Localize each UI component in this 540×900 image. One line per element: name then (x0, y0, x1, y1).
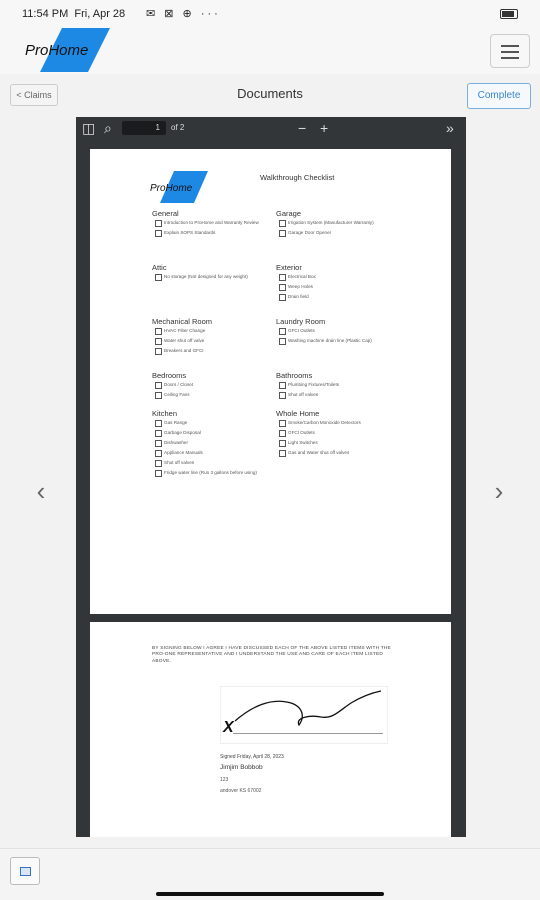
checklist-item (276, 338, 396, 346)
pdf-viewer[interactable] (76, 117, 466, 837)
checklist-section (276, 317, 396, 348)
checklist-item-label: Ceiling Fans (164, 392, 190, 397)
checklist-item-label: Introduction to ProHome and Warranty Review (164, 220, 259, 225)
page-count: of 2 (171, 123, 185, 132)
hamburger-menu-button[interactable] (490, 34, 530, 68)
checklist-item-label: Gas and Water shut off valves (288, 450, 350, 455)
checkbox[interactable] (279, 220, 286, 227)
checkbox[interactable] (155, 470, 162, 477)
checklist-item (276, 450, 396, 458)
checkbox[interactable] (155, 392, 162, 399)
checkbox[interactable] (279, 382, 286, 389)
checklist-item (152, 328, 272, 336)
checklist-item (152, 470, 272, 478)
section-heading: Kitchen (152, 409, 178, 418)
checklist-item-label: Light Switches (288, 440, 318, 445)
zoom-out-icon[interactable]: − (298, 120, 307, 136)
checkbox[interactable] (279, 420, 286, 427)
checklist-section (276, 409, 396, 460)
checklist-item (152, 420, 272, 428)
checkbox[interactable] (279, 328, 286, 335)
checklist-item-label: Shut off valves (164, 460, 195, 465)
sidebar-toggle-icon[interactable]: ◫ (82, 120, 96, 136)
checklist-item-label: Appliance Manuals (164, 450, 203, 455)
checklist-section (152, 263, 272, 284)
signature-scribble (221, 687, 389, 745)
checkbox[interactable] (279, 392, 286, 399)
checklist-section (276, 371, 396, 402)
more-tools-icon[interactable]: » (446, 120, 454, 136)
checklist-item (152, 338, 272, 346)
checklist-item-label: Smoke/Carbon Monoxide Detectors (288, 420, 361, 425)
checkbox[interactable] (279, 450, 286, 457)
checklist-item (152, 230, 272, 238)
subbar (0, 74, 540, 118)
section-heading: Attic (152, 263, 167, 272)
checklist-item (152, 220, 272, 228)
checkbox[interactable] (155, 328, 162, 335)
checklist-item-label: Gas Range (164, 420, 188, 425)
checkbox[interactable] (155, 274, 162, 281)
next-document-arrow-icon[interactable]: › (494, 476, 504, 506)
svg-text:ProHome: ProHome (150, 183, 193, 194)
checklist-item (276, 392, 396, 400)
section-heading: Bedrooms (152, 371, 187, 380)
open-document-button[interactable] (10, 857, 40, 885)
checklist-item (276, 382, 396, 390)
checklist-item-label: Explain SOPS Standards (164, 230, 216, 235)
checklist-item-label: GFCI Outlets (288, 328, 315, 333)
checkbox[interactable] (279, 430, 286, 437)
home-indicator (156, 892, 384, 896)
pdf-toolbar (76, 117, 466, 141)
checklist-title: Walkthrough Checklist (260, 173, 335, 182)
section-heading: Exterior (276, 263, 302, 272)
checkbox[interactable] (155, 420, 162, 427)
checklist-item-label: Electrical Box (288, 274, 316, 279)
checklist-item-label: Doors / Closet (164, 382, 194, 387)
checkbox[interactable] (155, 450, 162, 457)
checkbox[interactable] (155, 230, 162, 237)
checklist-item (152, 382, 272, 390)
checklist-item (152, 440, 272, 448)
zoom-in-icon[interactable]: + (320, 120, 329, 136)
checkbox[interactable] (155, 460, 162, 467)
svg-text:ProHome: ProHome (25, 42, 89, 59)
section-heading: General (152, 209, 179, 218)
signature-line (233, 733, 383, 734)
checkbox[interactable] (155, 348, 162, 355)
pdf-page-1 (90, 149, 451, 614)
checklist-item-label: Garbage Disposal (164, 430, 201, 435)
checklist-item-label: HVAC Filter Change (164, 328, 206, 333)
checkbox[interactable] (155, 338, 162, 345)
back-to-claims-button[interactable]: < Claims (10, 84, 58, 106)
app-header (0, 28, 540, 74)
checklist-item (152, 348, 272, 356)
section-heading: Whole Home (276, 409, 320, 418)
checklist-section (152, 409, 272, 480)
checklist-section (276, 209, 396, 240)
checklist-item (276, 284, 396, 292)
checklist-section (152, 317, 272, 358)
signature-box (220, 686, 388, 744)
checklist-item-label: Garage Door Opener (288, 230, 332, 235)
checklist-section (276, 263, 396, 304)
checklist-item (276, 220, 396, 228)
checklist-item-label: Water shut off valve (164, 338, 205, 343)
checklist-item-label: Shut off valves (288, 392, 319, 397)
section-heading: Laundry Room (276, 317, 326, 326)
checklist-item (276, 294, 396, 302)
checklist-item (276, 430, 396, 438)
checkbox[interactable] (155, 430, 162, 437)
checklist-item-label: Drain field (288, 294, 309, 299)
consent-text: BY SIGNING BELOW I AGREE I HAVE DISCUSSED EACH OF THE ABOVE LISTED ITEMS WITH THE PRO-ONE REPRESENTATIVE AND I UNDERSTAND THE USE AND CARE OF EACH ITEM LISTED ABOVE. (152, 646, 391, 664)
status-bar (0, 0, 540, 28)
checklist-item (152, 274, 272, 282)
checklist-item (276, 230, 396, 238)
checklist-item (152, 392, 272, 400)
checklist-item-label: Fridge water line (Run 3 gallons before using) (164, 470, 257, 475)
previous-document-arrow-icon[interactable]: ‹ (36, 476, 46, 506)
checklist-section (152, 371, 272, 402)
checklist-item-label: Irrigation System (Manufacturer Warranty) (288, 220, 374, 225)
checklist-item (276, 328, 396, 336)
section-heading: Garage (276, 209, 302, 218)
checkbox[interactable] (155, 440, 162, 447)
checkbox[interactable] (279, 230, 286, 237)
checkbox[interactable] (155, 382, 162, 389)
checklist-item-label: Weep Holes (288, 284, 313, 289)
section-heading: Bathrooms (276, 371, 313, 380)
section-heading: Mechanical Room (152, 317, 213, 326)
checklist-section (152, 209, 272, 240)
checklist-item-label: Plumbing Fixtures/Toilets (288, 382, 340, 387)
checklist-item-label: GFCI Outlets (288, 430, 315, 435)
checkbox[interactable] (279, 284, 286, 291)
complete-button[interactable]: Complete (467, 83, 531, 109)
document-icon (20, 867, 31, 876)
checklist-item (276, 420, 396, 428)
checklist-item-label: Breakers and GFCI (164, 348, 204, 353)
checklist-item-label: No storage (Not designed for any weight) (164, 274, 248, 279)
checklist-item (276, 274, 396, 282)
page-title: Documents (237, 86, 303, 101)
status-icons: ✉ ⊠ ⊕ ··· (146, 8, 221, 20)
checklist-item (152, 460, 272, 468)
signed-date: Signed Friday, April 28, 2023 (220, 754, 284, 760)
address-line-2: andover KS 67002 (220, 788, 262, 794)
page-number-input[interactable]: 1 (122, 121, 166, 135)
address-line-1: 123 (220, 777, 229, 783)
search-icon[interactable]: ⌕ (104, 120, 112, 136)
prohome-logo (22, 28, 114, 72)
checklist-item (276, 440, 396, 448)
checklist-item (152, 430, 272, 438)
checkbox[interactable] (279, 338, 286, 345)
checklist-item-label: Dishwasher (164, 440, 188, 445)
doc-prohome-logo (148, 171, 210, 203)
checkbox[interactable] (279, 440, 286, 447)
checklist-item (152, 450, 272, 458)
status-time: 11:54 PM Fri, Apr 28 (22, 8, 126, 20)
checkbox[interactable] (155, 220, 162, 227)
signer-name: Jimjim Bobbob (220, 764, 263, 771)
checkbox[interactable] (279, 294, 286, 301)
signature-x-mark: X (223, 719, 234, 736)
pdf-page-2 (90, 622, 451, 837)
checklist-item-label: Washing machine drain line (Plastic Cap) (288, 338, 372, 343)
checkbox[interactable] (279, 274, 286, 281)
battery-icon (500, 9, 518, 19)
